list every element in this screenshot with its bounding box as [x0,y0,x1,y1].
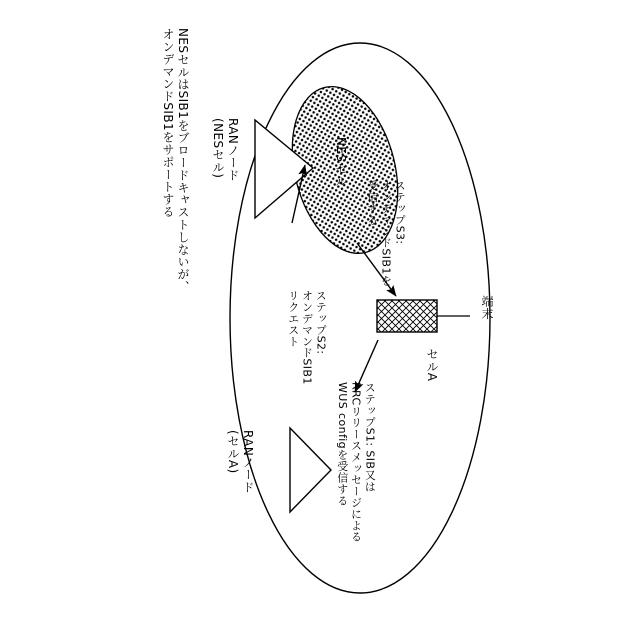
label-cell-a: セルA [425,348,439,382]
label-step3: ステップS3: オンデマンドSIB1を 受信する [365,180,407,287]
label-ran-node-cella: RANノード (セルA) [226,430,255,494]
label-ran-node-nes: RANノード (NESセル) [211,118,240,182]
label-step2: ステップS2: オンデマンドSIB1 リクエスト [286,290,328,385]
figure-note: NESセルはSIB1をブロードキャストしないが、 オンデマンドSIB1をサポートする [161,28,190,293]
label-nes-cell: NESセル [334,137,348,188]
label-ue: 端末 [480,295,494,320]
label-step1: ステップS1: SIB又は RRCリリースメッセージによる WUS configを受信する [335,382,377,543]
ran-node-cella-antenna [290,428,331,512]
ue-device [377,300,470,332]
